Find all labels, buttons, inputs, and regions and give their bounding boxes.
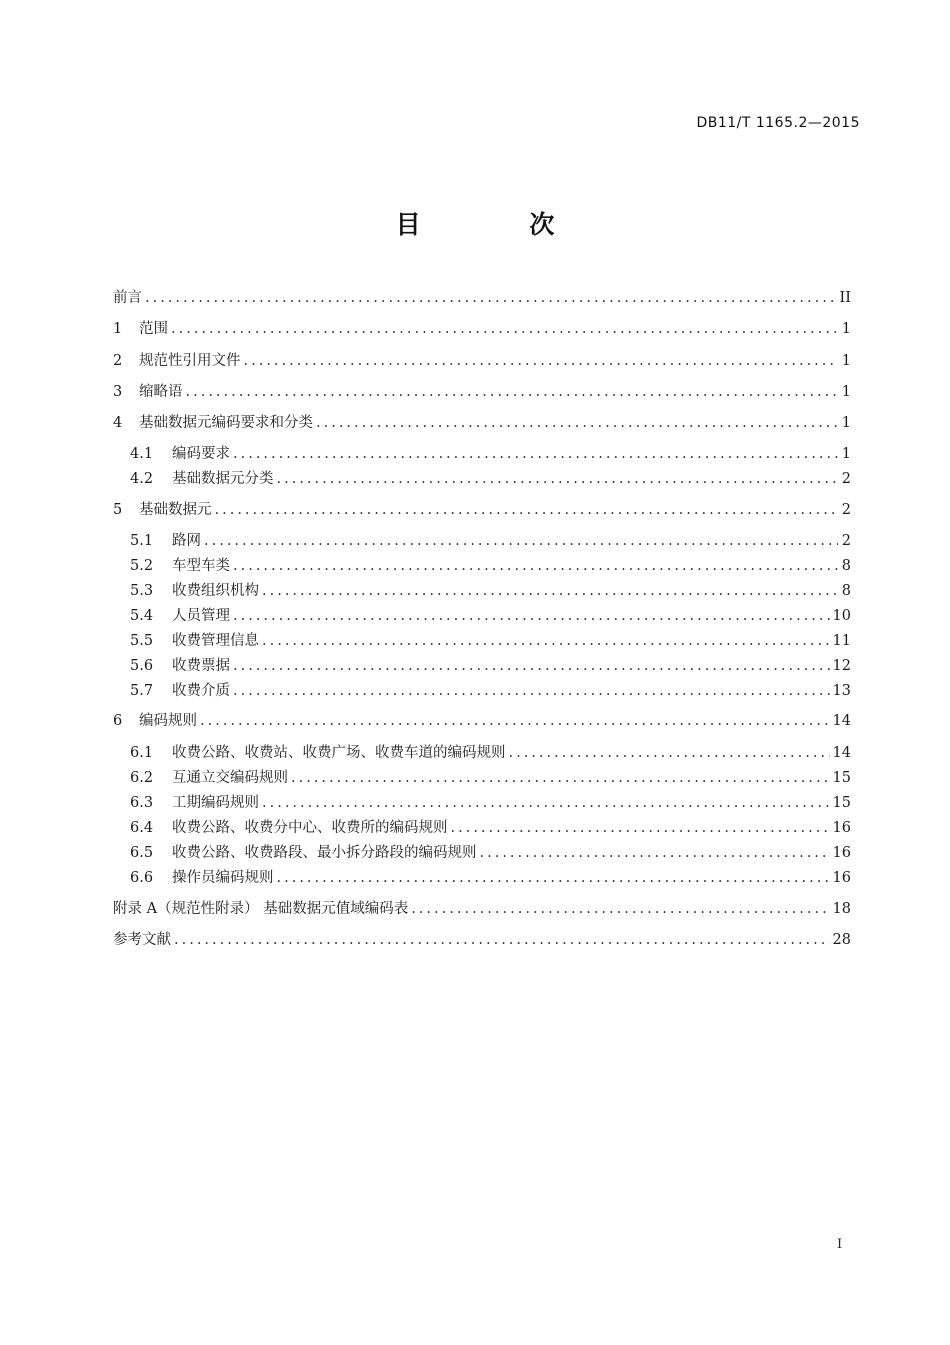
toc-entry-page: 2 bbox=[841, 502, 851, 518]
toc-entry-number: 2 bbox=[113, 353, 123, 369]
toc-entry[interactable] bbox=[113, 898, 851, 920]
toc-entry-title: 基础数据元 bbox=[139, 502, 212, 518]
toc-entry-page: 1 bbox=[841, 353, 851, 369]
toc-entry-page: 16 bbox=[832, 870, 851, 886]
page-number: I bbox=[837, 1237, 843, 1252]
toc-leader-dots bbox=[277, 867, 830, 889]
toc-entry-title: 工期编码规则 bbox=[172, 795, 259, 811]
toc-entry[interactable] bbox=[130, 680, 851, 702]
toc-entry-page: 16 bbox=[832, 845, 851, 861]
toc-leader-dots bbox=[480, 842, 830, 864]
toc-entry-number: 4.2 bbox=[130, 471, 154, 487]
toc-entry-page: 1 bbox=[841, 446, 851, 462]
toc-entry-number: 6.3 bbox=[130, 795, 154, 811]
toc-leader-dots bbox=[277, 468, 839, 490]
toc-leader-dots bbox=[186, 381, 839, 403]
toc-leader-dots bbox=[262, 630, 830, 652]
toc-entry[interactable] bbox=[130, 468, 851, 490]
toc-leader-dots bbox=[451, 817, 830, 839]
toc-entry-title: 路网 bbox=[172, 533, 201, 549]
toc-entry-title: 基础数据元分类 bbox=[172, 471, 274, 487]
toc-entry-page: 15 bbox=[832, 795, 851, 811]
toc-entry-number: 4.1 bbox=[130, 446, 154, 462]
toc-entry[interactable] bbox=[113, 318, 851, 340]
toc-entry-page: 11 bbox=[832, 633, 851, 649]
toc-leader-dots bbox=[509, 742, 830, 764]
toc-entry[interactable] bbox=[130, 580, 851, 602]
toc-entry-page: 10 bbox=[832, 608, 851, 624]
toc-entry-title: 收费组织机构 bbox=[172, 583, 259, 599]
toc-leader-dots bbox=[262, 580, 838, 602]
toc-entry-title: 收费公路、收费站、收费广场、收费车道的编码规则 bbox=[172, 745, 506, 761]
toc-entry-page: 8 bbox=[841, 583, 851, 599]
toc-leader-dots bbox=[204, 530, 838, 552]
toc-entry-number: 6 bbox=[113, 713, 123, 729]
toc-leader-dots bbox=[262, 792, 830, 814]
toc-entry-page: II bbox=[839, 290, 851, 306]
toc-entry-number: 6.4 bbox=[130, 820, 154, 836]
toc-entry-number: 5.2 bbox=[130, 558, 154, 574]
toc-leader-dots bbox=[316, 412, 838, 434]
toc-entry-title: 范围 bbox=[139, 321, 168, 337]
toc-entry-page: 18 bbox=[832, 901, 851, 917]
toc-entry-title: 缩略语 bbox=[139, 384, 183, 400]
toc-entry-page: 1 bbox=[841, 384, 851, 400]
toc-entry-page: 14 bbox=[832, 745, 851, 761]
toc-leader-dots bbox=[145, 287, 837, 309]
toc-entry-title: 收费公路、收费分中心、收费所的编码规则 bbox=[172, 820, 448, 836]
toc-leader-dots bbox=[233, 680, 830, 702]
toc-entry-number: 4 bbox=[113, 415, 123, 431]
toc-leader-dots bbox=[233, 555, 838, 577]
toc-entry[interactable] bbox=[130, 605, 851, 627]
toc-entry-title: 编码规则 bbox=[139, 713, 197, 729]
toc-entry-number: 6.2 bbox=[130, 770, 154, 786]
toc-entry-number: 1 bbox=[113, 321, 123, 337]
toc-entry-page: 2 bbox=[841, 533, 851, 549]
toc-entry[interactable] bbox=[130, 817, 851, 839]
toc-entry-page: 1 bbox=[841, 415, 851, 431]
toc-entry-title: 前言 bbox=[113, 290, 142, 306]
toc-leader-dots bbox=[411, 898, 829, 920]
toc-entry-title: 收费介质 bbox=[172, 683, 230, 699]
toc-entry-number: 5.1 bbox=[130, 533, 154, 549]
toc-leader-dots bbox=[215, 499, 839, 521]
toc-entry-number: 6.1 bbox=[130, 745, 154, 761]
toc-entry[interactable] bbox=[113, 499, 851, 521]
toc-leader-dots bbox=[233, 443, 838, 465]
toc-entry-page: 12 bbox=[832, 658, 851, 674]
toc-entry-title: 参考文献 bbox=[113, 932, 171, 948]
toc-leader-dots bbox=[174, 929, 830, 951]
toc-entry-title: 操作员编码规则 bbox=[172, 870, 274, 886]
toc-leader-dots bbox=[291, 767, 830, 789]
toc-entry-number: 5.4 bbox=[130, 608, 154, 624]
toc-entry-number: 5.5 bbox=[130, 633, 154, 649]
toc-entry[interactable] bbox=[113, 287, 851, 309]
toc-entry-title: 附录 A（规范性附录） 基础数据元值域编码表 bbox=[113, 901, 409, 917]
toc-entry-title: 人员管理 bbox=[172, 608, 230, 624]
page-title: 目 次 bbox=[395, 210, 605, 239]
toc-entry-title: 收费公路、收费路段、最小拆分路段的编码规则 bbox=[172, 845, 477, 861]
toc-leader-dots bbox=[171, 318, 838, 340]
toc-leader-dots bbox=[233, 605, 830, 627]
toc-entry-number: 5.6 bbox=[130, 658, 154, 674]
toc-entry-number: 5.3 bbox=[130, 583, 154, 599]
toc-entry[interactable] bbox=[130, 792, 851, 814]
toc-entry-title: 编码要求 bbox=[172, 446, 230, 462]
toc-entry-title: 收费票据 bbox=[172, 658, 230, 674]
toc-entry-title: 基础数据元编码要求和分类 bbox=[139, 415, 313, 431]
toc-entry-number: 6.6 bbox=[130, 870, 154, 886]
toc-entry-number: 5 bbox=[113, 502, 123, 518]
toc-entry-number: 5.7 bbox=[130, 683, 154, 699]
toc-entry[interactable] bbox=[113, 381, 851, 403]
toc-entry-title: 收费管理信息 bbox=[172, 633, 259, 649]
toc-entry[interactable] bbox=[130, 530, 851, 552]
toc-entry-page: 16 bbox=[832, 820, 851, 836]
toc-entry[interactable] bbox=[113, 929, 851, 951]
toc-entry-page: 14 bbox=[832, 713, 851, 729]
toc-entry[interactable] bbox=[130, 630, 851, 652]
toc-entry-page: 8 bbox=[841, 558, 851, 574]
toc-entry[interactable] bbox=[130, 842, 851, 864]
toc-entry-page: 13 bbox=[832, 683, 851, 699]
toc-entry-title: 规范性引用文件 bbox=[139, 353, 241, 369]
toc-entry[interactable] bbox=[113, 350, 851, 372]
toc-leader-dots bbox=[244, 350, 839, 372]
toc-entry[interactable] bbox=[130, 867, 851, 889]
toc-entry[interactable] bbox=[130, 742, 851, 764]
toc-entry-page: 1 bbox=[841, 321, 851, 337]
toc-entry[interactable] bbox=[113, 412, 851, 434]
toc-leader-dots bbox=[200, 710, 830, 732]
toc-entry[interactable] bbox=[130, 767, 851, 789]
toc-entry[interactable] bbox=[113, 710, 851, 732]
toc-entry[interactable] bbox=[130, 655, 851, 677]
toc-entry-number: 3 bbox=[113, 384, 123, 400]
toc-entry-title: 互通立交编码规则 bbox=[172, 770, 288, 786]
toc-leader-dots bbox=[233, 655, 830, 677]
toc-entry-page: 15 bbox=[832, 770, 851, 786]
toc-entry-page: 2 bbox=[841, 471, 851, 487]
toc-entry-title: 车型车类 bbox=[172, 558, 230, 574]
toc-entry[interactable] bbox=[130, 443, 851, 465]
document-code: DB11/T 1165.2—2015 bbox=[696, 115, 860, 131]
toc-entry-page: 28 bbox=[832, 932, 851, 948]
toc-entry-number: 6.5 bbox=[130, 845, 154, 861]
toc-entry[interactable] bbox=[130, 555, 851, 577]
